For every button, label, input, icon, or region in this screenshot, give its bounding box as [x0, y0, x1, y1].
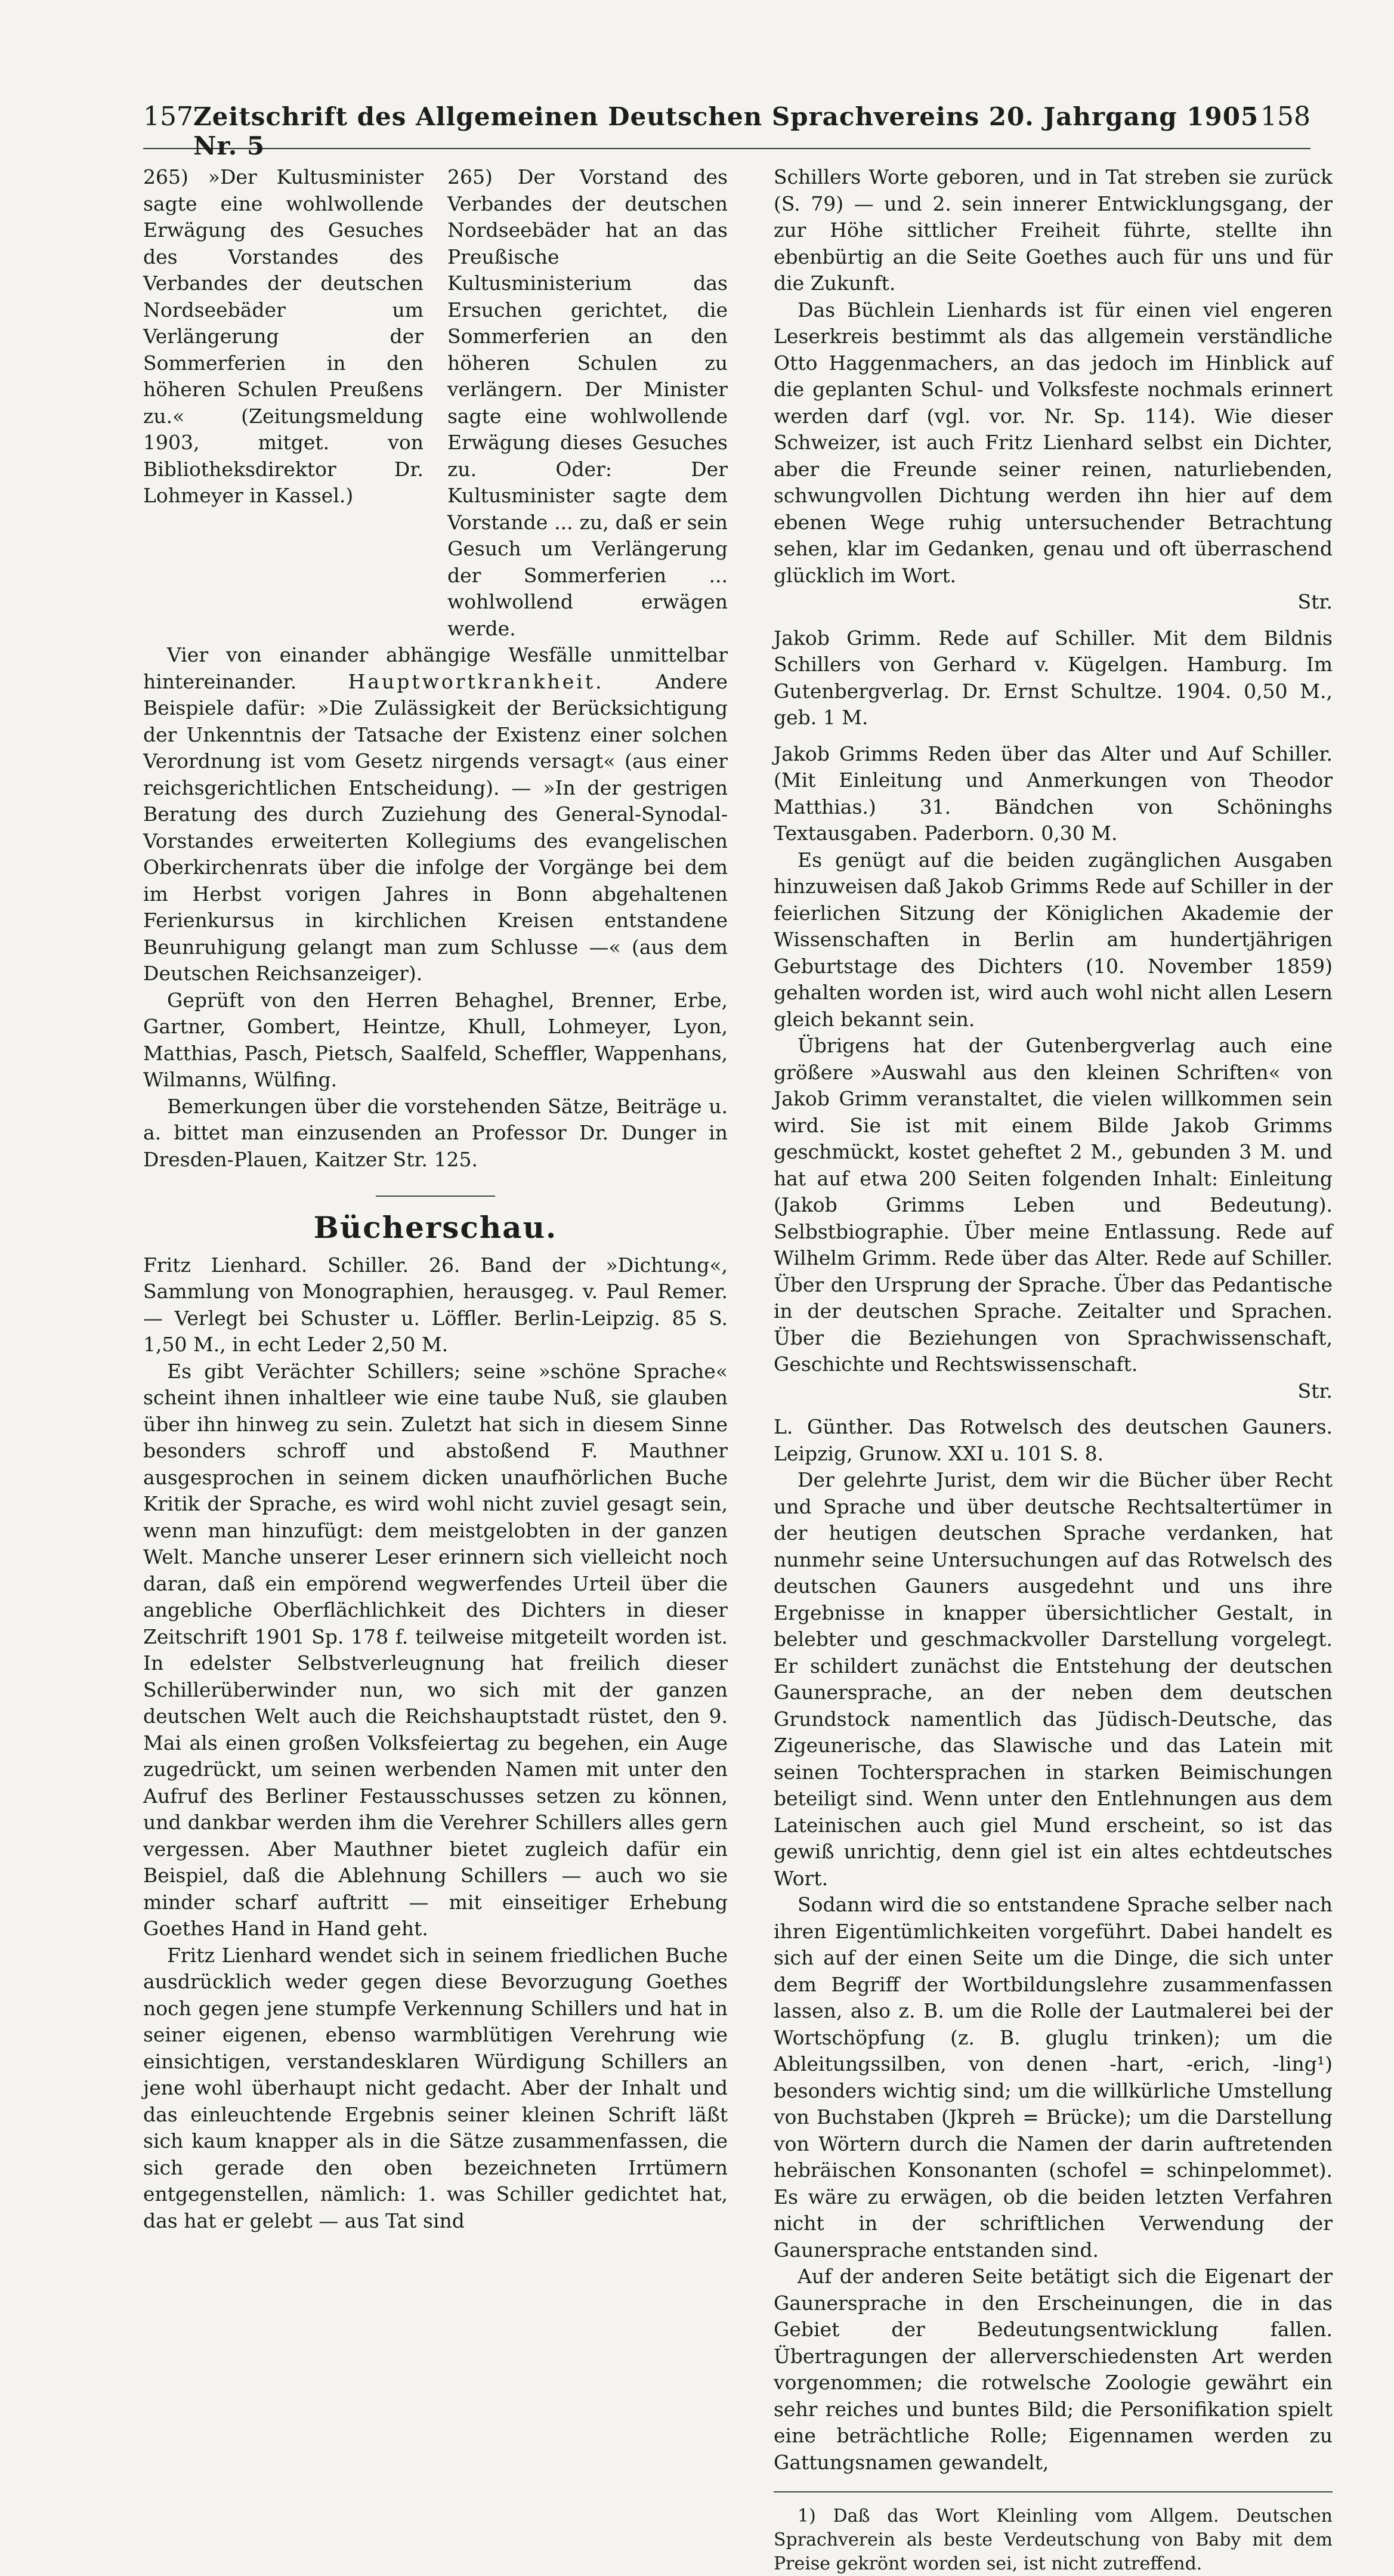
section-title: Bücherschau.	[313, 1210, 558, 1245]
right-column	[774, 164, 1333, 2576]
paragraph: Übrigens hat der Gutenbergverlag auch eine größere »Auswahl aus den kleinen Schriften« von Jakob Grimm veranstaltet, die vielen willkommen sein wird. Sie ist mit einem Bilde Jakob Grimms geschmückt, kostet geheftet 2 M., gebunden 3 M. und hat auf etwa 200 Seiten folgenden Inhalt: Einleitung (Jakob Grimms Leben und Bedeutung). Selbstbiographie. Über meine Entlassung. Rede auf Wilhelm Grimm. Rede über das Alter. Rede auf Schiller. Über den Ursprung der Sprache. Über das Pedantische in der deutschen Sprache. Zeitalter und Sprachen. Über die Beziehungen von Sprachwissenschaft, Geschichte und Rechtswissenschaft.	[774, 1034, 1333, 1376]
book-entry: Jakob Grimm. Rede auf Schiller. Mit dem Bildnis Schillers von Gerhard v. Kügelgen. Hamburg. Im Gutenbergverlag. Dr. Ernst Schultze. 1904. 0,50 M., geb. 1 M.	[774, 626, 1333, 729]
left-column	[143, 164, 728, 2234]
paragraph: Der gelehrte Jurist, dem wir die Bücher über Recht und Sprache und über deutsche Rechtsaltertümer in der heutigen deutschen Sprache verdanken, hat nunmehr seine Untersuchungen auf das Rotwelsch des deutschen Gauners ausgedehnt und uns ihre Ergebnisse in knapper übersichtlicher Gestalt, in belebter und geschmackvoller Darstellung vorgelegt. Er schildert zunächst die Entstehung der deutschen Gaunersprache, an der neben dem deutschen Grundstock namentlich das Jüdisch-Deutsche, das Zigeunerische, das Slawische und das Latein mit seinen Tochtersprachen in starken Beimischungen beteiligt sind. Wenn unter den Entlehnungen aus dem Lateinischen auch giel Mund erscheint, so ist das gewiß unrichtig, denn giel ist ein altes echtdeutsches Wort.	[774, 1468, 1333, 1890]
example-original	[143, 164, 424, 642]
paragraph-text: Vier von einander abhängige Wesfälle unmittelbar hintereinander.	[143, 643, 728, 693]
paragraph: Schillers Worte geboren, und in Tat streben sie zurück (S. 79) — und 2. sein innerer Entwicklungsgang, der zur Höhe sittlicher Freiheit führte, stellte ihn ebenbürtig an die Seite Goethes auch für uns und für die Zukunft.	[774, 165, 1333, 295]
paragraph: Sodann wird die so entstandene Sprache selber nach ihren Eigentümlichkeiten vorgeführt. Dabei handelt es sich auf der einen Seite um die Dinge, die sich unter dem Begriff der Wortbildungslehre zusammenfassen lassen, also z. B. um die Rolle der Lautmalerei bei der Wortschöpfung (z. B. gluglu trinken); um die Ableitungssilben, von denen -hart, -erich, -ling¹) besonders wichtig sind; um die willkürliche Umstellung von Buchstaben (Jkpreh = Brücke); um die Darstellung von Wörtern durch die Namen der darin auftretenden hebräischen Konsonanten (schofel = schinpelommet). Es wäre zu erwägen, ob die beiden letzten Verfahren nicht in der schriftlichen Verwendung der Gaunersprache entstanden sind.	[774, 1893, 1333, 2262]
footnote: 1) Daß das Wort Kleinling vom Allgem. Deutschen Sprachverein als beste Verdeutschung von Baby mit dem Preise gekrönt worden sei, ist nicht zutreffend.	[774, 2506, 1333, 2574]
emphasis-text: Hauptwortkrankheit.	[348, 669, 604, 693]
example-improved-text: 265) Der Vorstand des Verbandes der deutschen Nordseebäder hat an das Preußische Kultusministerium das Ersuchen gerichtet, die Sommerferien an den höheren Schulen zu verlängern. Der Minister sagte eine wohlwollende Erwägung dieses Gesuches zu. Oder: Der Kultusminister sagte dem Vorstande ... zu, daß er sein Gesuch um Verlängerung der Sommerferien ... wohlwollend erwägen werde.	[447, 165, 728, 640]
reviewers-paragraph: Geprüft von den Herren Behaghel, Brenner, Erbe, Gartner, Gombert, Heintze, Khull, Lohmeyer, Lyon, Matthias, Pasch, Pietsch, Saalfeld, Scheffler, Wappenhans, Wilmanns, Wülfing.	[143, 988, 728, 1091]
paragraph	[143, 642, 728, 987]
page-number-left: 157	[143, 101, 193, 132]
journal-title: Zeitschrift des Allgemeinen Deutschen Sprachvereins 20. Jahrgang 1905 Nr. 5	[193, 102, 1259, 160]
book-entry: Fritz Lienhard. Schiller. 26. Band der »Dichtung«, Sammlung von Monographien, herausgeg. v. Paul Remer. — Verlegt bei Schuster u. Löffler. Berlin-Leipzig. 85 S. 1,50 M., in echt Leder 2,50 M.	[143, 1253, 728, 1356]
signature: Str.	[1297, 590, 1333, 613]
paragraph: Fritz Lienhard wendet sich in seinem friedlichen Buche ausdrücklich weder gegen diese Bevorzugung Goethes noch gegen jene stumpfe Verkennung Schillers und hat in seiner eigenen, ebenso warmblütigen Verehrung wie einsichtigen, verstandesklaren Würdigung Schillers an jene wohl überhaupt nicht gedacht. Aber der Inhalt und das einleuchtende Ergebnis seiner kleinen Schrift läßt sich kaum knapper als in die Sätze zusammenfassen, die sich gerade den oben bezeichneten Irrtümern entgegenstellen, nämlich: 1. was Schiller gedichtet hat, das hat er gelebt — aus Tat sind	[143, 1943, 728, 2232]
submission-note: Bemerkungen über die vorstehenden Sätze, Beiträge u. a. bittet man einzusenden an Professor Dr. Dunger in Dresden-Plauen, Kaitzer Str. 125.	[143, 1094, 728, 1171]
page-header	[143, 101, 1310, 160]
example-columns	[143, 164, 728, 642]
book-entry: L. Günther. Das Rotwelsch des deutschen Gauners. Leipzig, Grunow. XXI u. 101 S. 8.	[774, 1415, 1333, 1465]
paragraph-text: Andere Beispiele dafür: »Die Zulässigkeit der Berücksichtigung der Unkenntnis der Tatsache der Existenz einer solchen Verordnung ist vom Gesetz nirgends versagt« (aus einer reichsgerichtlichen Entscheidung). — »In der gestrigen Beratung des durch Zuziehung des General-Synodal-Vorstandes erweiterten Kollegiums des evangelischen Oberkirchenrats über die infolge der Vorgänge bei dem im Herbst vorigen Jahres in Bonn abgehaltenen Ferienkursus in kirchlichen Kreisen entstandene Beunruhigung gelangt man zum Schlusse —« (aus dem Deutschen Reichsanzeiger).	[143, 669, 728, 985]
paragraph: Es gibt Verächter Schillers; seine »schöne Sprache« scheint ihnen inhaltleer wie eine taube Nuß, sie glauben über ihn hinweg zu sein. Zuletzt hat sich in diesem Sinne besonders schroff und abstoßend F. Mauthner ausgesprochen in seinem dicken unaufhörlichen Buche Kritik der Sprache, es wird wohl nicht zuviel gesagt sein, wenn man hinzufügt: dem meistgelobten in der ganzen Welt. Manche unserer Leser erinnern sich vielleicht noch daran, daß ein empörend wegwerfendes Urteil über die angebliche Oberflächlichkeit des Dichters in dieser Zeitschrift 1901 Sp. 178 f. teilweise mitgeteilt worden ist. In edelster Selbstverleugnung hat freilich dieser Schillerüberwinder nun, wo sich mit der ganzen deutschen Welt auch die Reichshauptstadt rüstet, den 9. Mai als einen großen Volksfeiertag zu begehen, ein Auge zugedrückt, um seinen werbenden Namen mit unter den Aufruf des Berliner Festausschusses setzen zu können, und dankbar werden ihm die Verehrer Schillers alles gern vergessen. Aber Mauthner bietet zugleich dafür ein Beispiel, daß die Ablehnung Schillers — auch wo sie minder scharf auftritt — mit einseitiger Erhebung Goethes Hand in Hand geht.	[143, 1359, 728, 1940]
paragraph: Das Büchlein Lienhards ist für einen viel engeren Leserkreis bestimmt als das allgemein verständliche Otto Haggenmachers, an das jedoch im Hinblick auf die geplanten Schul- und Volksfeste nochmals erinnert werden darf (vgl. vor. Nr. Sp. 114). Wie dieser Schweizer, ist auch Fritz Lienhard selbst ein Dichter, aber die Freunde seiner reinen, naturliebenden, schwungvollen Dichtung werden ihn hier auf dem ebenen Wege ruhig untersuchender Betrachtung sehen, klar im Gedanken, genau und oft überraschend glücklich im Wort.	[774, 298, 1333, 587]
footnote-rule	[774, 2491, 1333, 2492]
example-improved	[447, 164, 728, 642]
signature: Str.	[1297, 1379, 1333, 1403]
section-divider	[376, 1196, 495, 1197]
example-original-text: 265) »Der Kultusminister sagte eine wohlwollende Erwägung des Gesuches des Vorstandes des Verbandes der deutschen Nordseebäder um Verlängerung der Sommerferien in den höheren Schulen Preußens zu.« (Zeitungsmeldung 1903, mitget. von Bibliotheksdirektor Dr. Lohmeyer in Kassel.)	[143, 165, 424, 507]
page-number-right: 158	[1260, 101, 1310, 132]
paragraph: Es genügt auf die beiden zugänglichen Ausgaben hinzuweisen daß Jakob Grimms Rede auf Schiller in der feierlichen Sitzung der Königlichen Akademie der Wissenschaften in Berlin am hundertjährigen Geburtstage des Dichters (10. November 1859) gehalten worden ist, wird auch wohl nicht allen Lesern gleich bekannt sein.	[774, 848, 1333, 1031]
paragraph: Auf der anderen Seite betätigt sich die Eigenart der Gaunersprache in den Erscheinungen, die in das Gebiet der Bedeutungsentwicklung fallen. Übertragungen der allerverschiedensten Art werden vorgenommen; die rotwelsche Zoologie gewährt ein sehr reiches und buntes Bild; die Personifikation spielt eine beträchtliche Rolle; Eigennamen werden zu Gattungsnamen gewandelt,	[774, 2265, 1333, 2474]
book-entry: Jakob Grimms Reden über das Alter und Auf Schiller. (Mit Einleitung und Anmerkungen von Theodor Matthias.) 31. Bändchen von Schöninghs Textausgaben. Paderborn. 0,30 M.	[774, 742, 1333, 845]
